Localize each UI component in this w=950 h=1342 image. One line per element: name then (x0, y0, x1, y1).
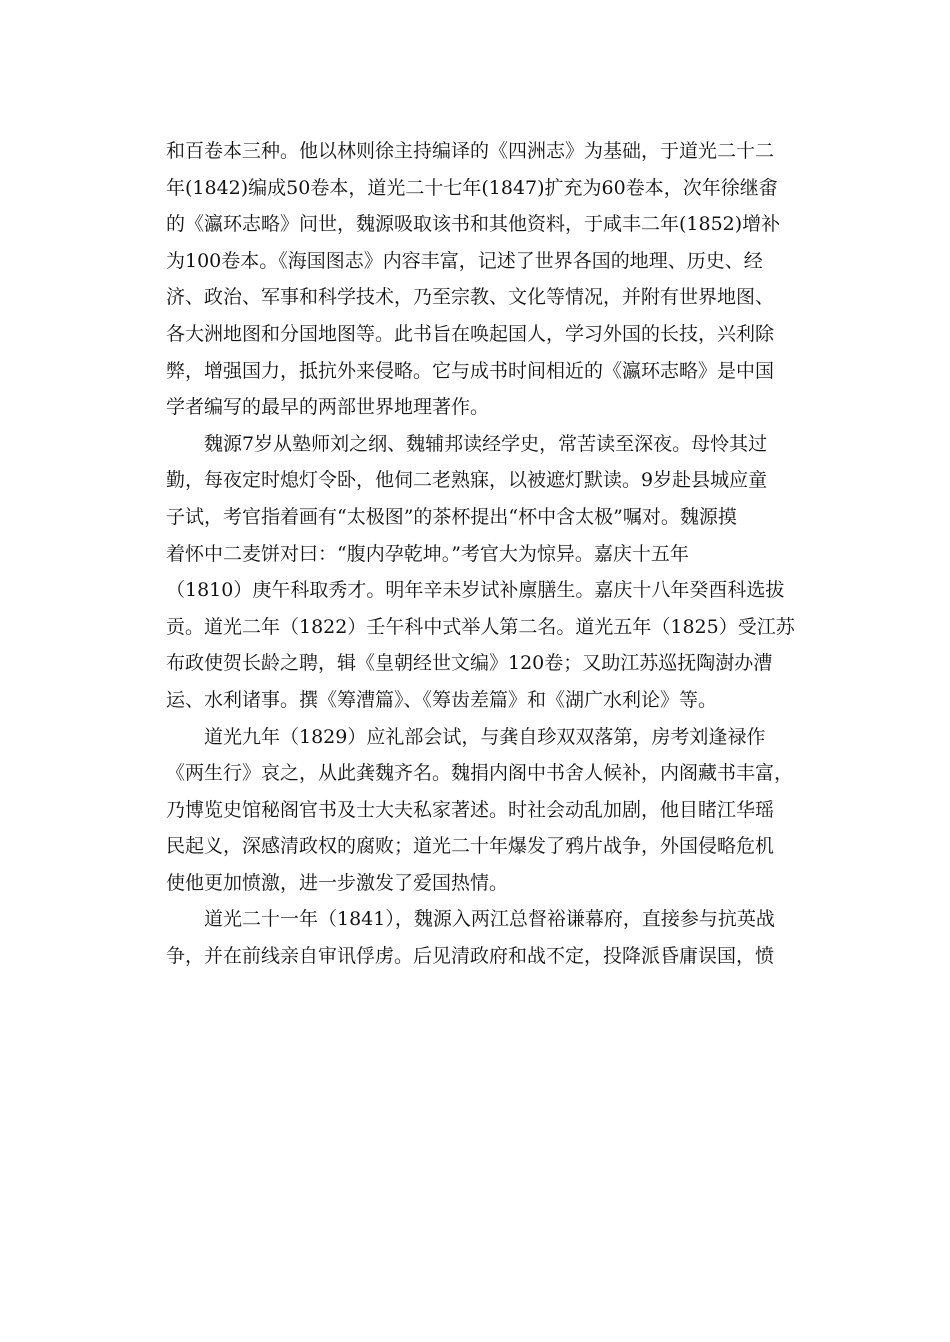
text-line: 年(1842)编成50卷本，道光二十七年(1847)扩充为60卷本，次年徐继畬 (166, 176, 778, 199)
text-line: 魏源7岁从塾师刘之纲、魏辅邦读经学史，常苦读至深夜。母怜其过 (204, 432, 768, 455)
text-line: （1810）庚午科取秀才。明年辛未岁试补廪膳生。嘉庆十八年癸酉科选拔 (166, 579, 785, 602)
text-line: 济、政治、军事和科学技术，乃至宗教、文化等情况，并附有世界地图、 (166, 286, 775, 309)
text-line: 布政使贺长龄之聘，辑《皇朝经世文编》120卷；又助江苏巡抚陶澍办漕 (166, 652, 773, 675)
text-line: 子试，考官指着画有“太极图”的茶杯提出“杯中含太极”嘱对。魏源摸 (166, 505, 737, 528)
text-line: 道光二十一年（1841），魏源入两江总督裕谦幕府，直接参与抗英战 (204, 908, 775, 931)
text-line: 民起义，深感清政权的腐败；道光二十年爆发了鸦片战争，外国侵略危机 (166, 835, 775, 858)
paragraph-2 (166, 426, 795, 719)
text-line: 为100卷本。《海国图志》内容丰富，记述了世界各国的地理、历史、经 (166, 249, 763, 272)
text-line: 争，并在前线亲自审讯俘虏。后见清政府和战不定，投降派昏庸误国，愤 (166, 945, 775, 968)
document-body (166, 133, 795, 975)
paragraph-3 (166, 719, 794, 902)
text-line: 道光九年（1829）应礼部会试，与龚自珍双双落第，房考刘逢禄作 (204, 725, 766, 748)
text-line: 各大洲地图和分国地图等。此书旨在唤起国人，学习外国的长技，兴利除 (166, 322, 775, 345)
text-line: 使他更加愤激，进一步激发了爱国热情。 (166, 871, 509, 894)
text-line: 弊，增强国力，抵抗外来侵略。它与成书时间相近的《瀛环志略》是中国 (166, 359, 775, 382)
text-line: 着怀中二麦饼对曰：“腹内孕乾坤。”考官大为惊异。嘉庆十五年 (166, 542, 689, 565)
text-line: 运、水利诸事。撰《筹漕篇》、《筹齿差篇》和《湖广水利论》等。 (166, 688, 718, 711)
text-line: 《两生行》哀之，从此龚魏齐名。魏捐内阁中书舍人候补，内阁藏书丰富， (166, 762, 794, 785)
text-line: 的《瀛环志略》问世，魏源吸取该书和其他资料，于咸丰二年(1852)增补 (166, 213, 781, 236)
text-line: 贡。道光二年（1822）壬午科中式举人第二名。道光五年（1825）受江苏 (166, 615, 795, 638)
text-line: 乃博览史馆秘阁官书及士大夫私家著述。时社会动乱加剧，他目睹江华瑶 (166, 798, 775, 821)
text-line: 和百卷本三种。他以林则徐主持编译的《四洲志》为基础，于道光二十二 (166, 140, 775, 162)
text-line: 学者编写的最早的两部世界地理著作。 (166, 396, 490, 419)
paragraph-1 (166, 133, 790, 426)
text-line: 勤，每夜定时熄灯令卧，他伺二老熟寐，以被遮灯默读。9岁赴县城应童 (166, 469, 768, 492)
paragraph-4 (166, 901, 790, 974)
